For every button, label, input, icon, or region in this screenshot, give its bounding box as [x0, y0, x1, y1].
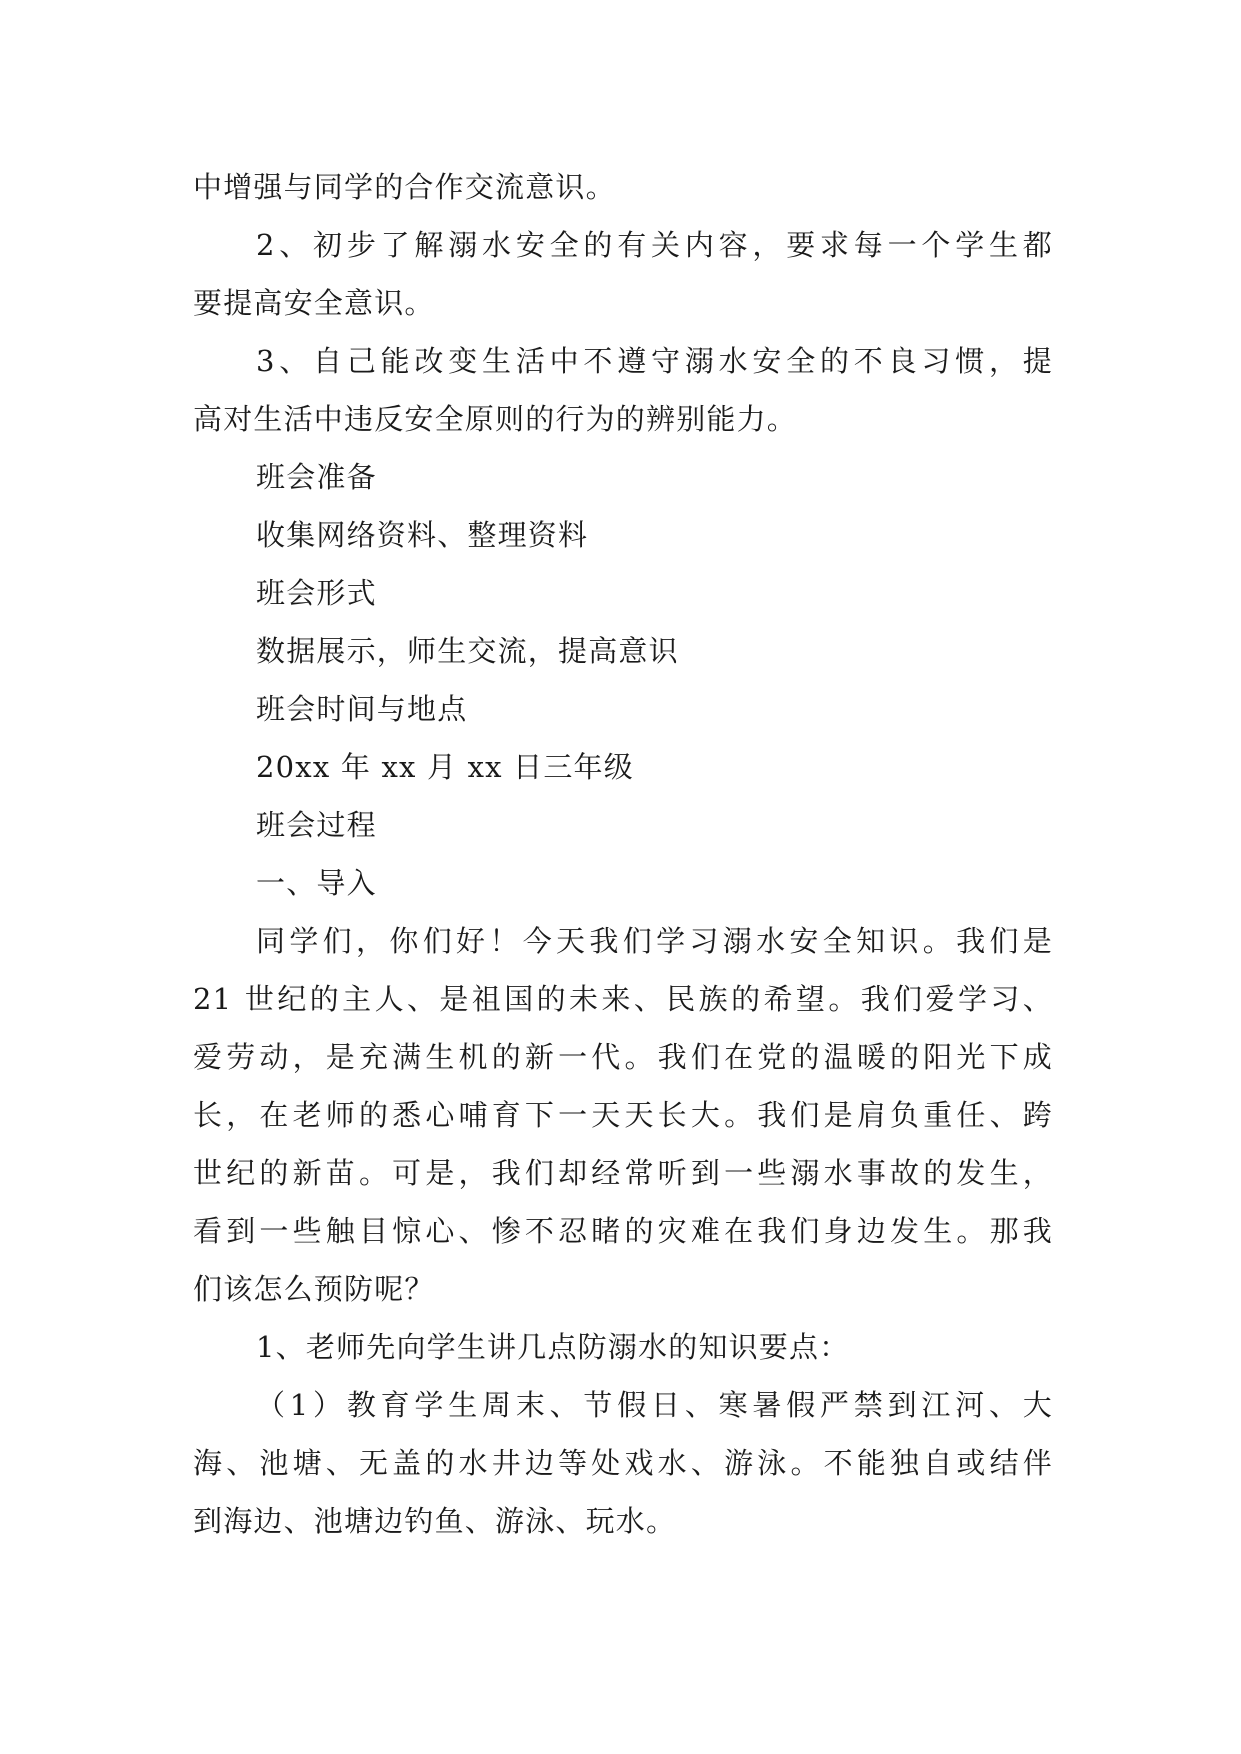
paragraph-line: 长，在老师的悉心哺育下一天天长大。我们是肩负重任、跨 [193, 1098, 1053, 1132]
section-heading: 班会形式 [256, 576, 377, 610]
paragraph-line: 21 世纪的主人、是祖国的未来、民族的希望。我们爱学习、 [193, 982, 1053, 1016]
paragraph-line: 收集网络资料、整理资料 [256, 518, 589, 552]
section-heading: 班会时间与地点 [256, 692, 468, 726]
paragraph-line: 看到一些触目惊心、惨不忍睹的灾难在我们身边发生。那我 [193, 1214, 1053, 1248]
paragraph-line: 3、自己能改变生活中不遵守溺水安全的不良习惯，提 [256, 344, 1053, 378]
section-heading: 班会准备 [256, 460, 377, 494]
paragraph-line: 到海边、池塘边钓鱼、游泳、玩水。 [193, 1504, 677, 1538]
paragraph-line: （1）教育学生周末、节假日、寒暑假严禁到江河、大 [256, 1388, 1053, 1422]
paragraph-line: 海、池塘、无盖的水井边等处戏水、游泳。不能独自或结伴 [193, 1446, 1053, 1480]
paragraph-line: 2、初步了解溺水安全的有关内容，要求每一个学生都 [256, 228, 1053, 262]
paragraph-line: 爱劳动，是充满生机的新一代。我们在党的温暖的阳光下成 [193, 1040, 1053, 1074]
paragraph-line: 中增强与同学的合作交流意识。 [193, 170, 616, 204]
paragraph-line: 20xx 年 xx 月 xx 日三年级 [256, 750, 634, 784]
section-heading: 班会过程 [256, 808, 377, 842]
paragraph-line: 要提高安全意识。 [193, 286, 435, 320]
document-body [193, 158, 1053, 1550]
paragraph-line: 同学们，你们好！今天我们学习溺水安全知识。我们是 [256, 924, 1053, 958]
paragraph-line: 们该怎么预防呢？ [193, 1272, 435, 1306]
paragraph-line: 世纪的新苗。可是，我们却经常听到一些溺水事故的发生， [193, 1156, 1053, 1190]
paragraph-line: 数据展示，师生交流，提高意识 [256, 634, 679, 668]
section-heading: 一、导入 [256, 866, 377, 900]
paragraph-line: 1、老师先向学生讲几点防溺水的知识要点： [256, 1330, 850, 1364]
paragraph-line: 高对生活中违反安全原则的行为的辨别能力。 [193, 402, 798, 436]
